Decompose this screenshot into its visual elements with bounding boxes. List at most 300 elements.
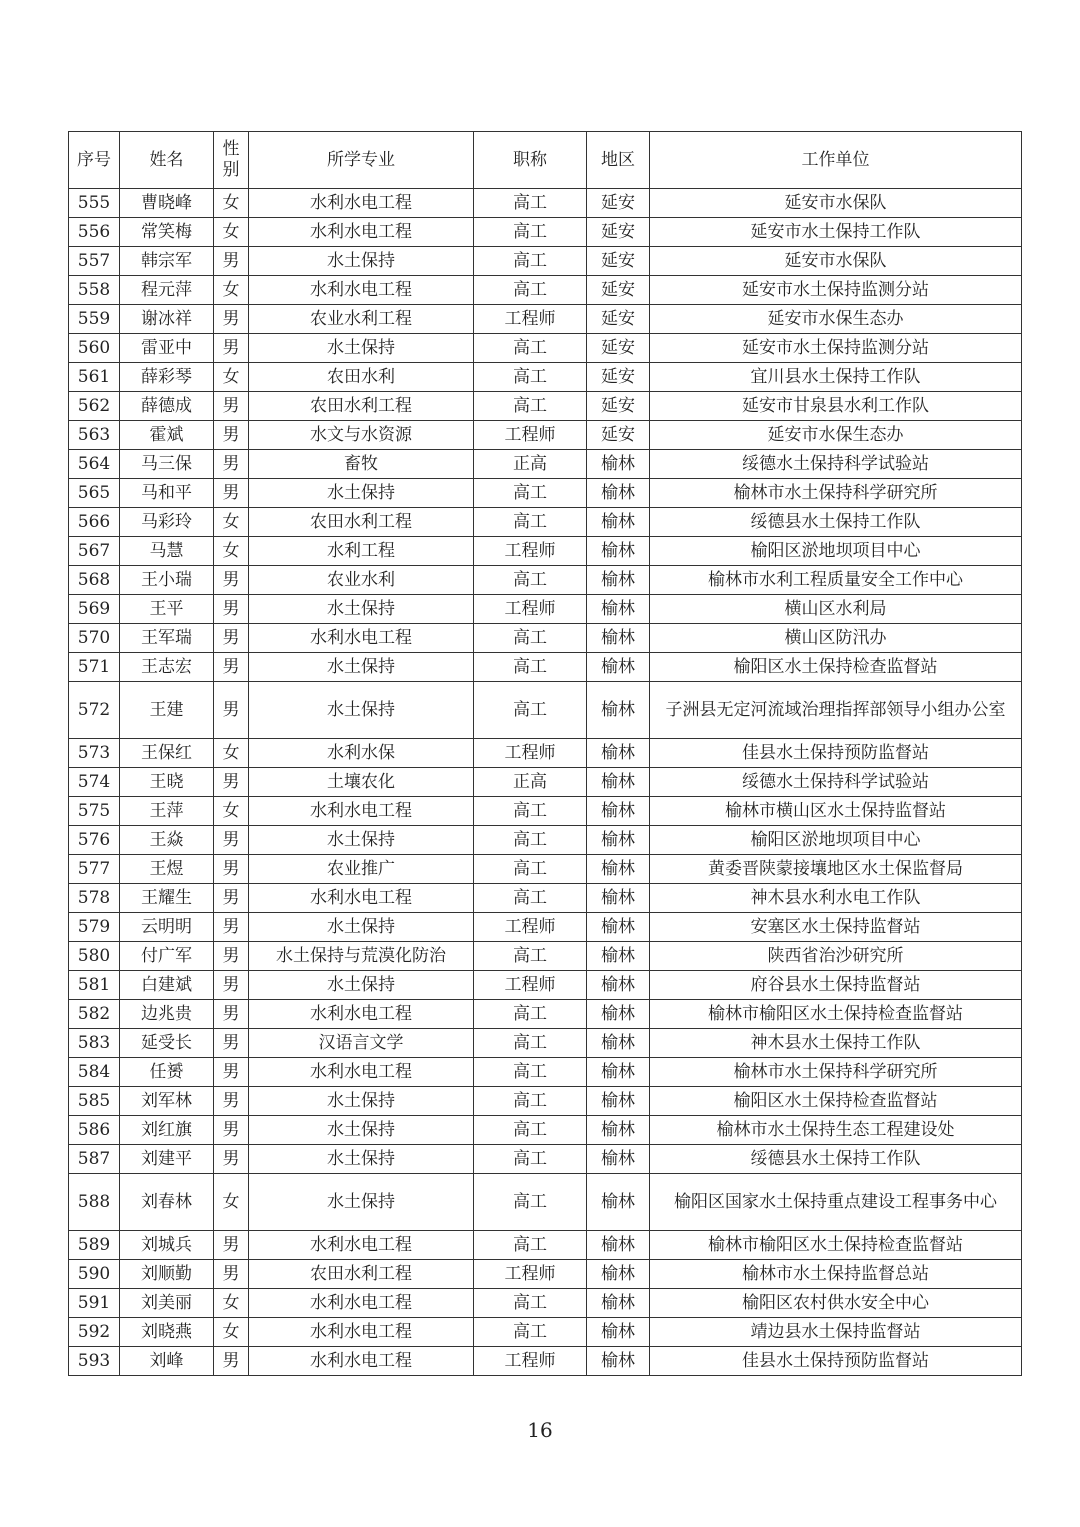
cell-gender: 男 xyxy=(214,334,249,363)
cell-name: 刘顺勤 xyxy=(120,1260,214,1289)
cell-name: 谢冰祥 xyxy=(120,305,214,334)
table-row xyxy=(69,739,1022,768)
cell-index: 570 xyxy=(69,624,120,653)
cell-region: 榆林 xyxy=(587,1318,650,1347)
cell-workplace: 延安市水保队 xyxy=(650,189,1022,218)
cell-major: 土壤农化 xyxy=(249,768,474,797)
cell-title: 高工 xyxy=(474,1000,587,1029)
cell-index: 574 xyxy=(69,768,120,797)
table-row xyxy=(69,624,1022,653)
cell-index: 575 xyxy=(69,797,120,826)
cell-workplace: 安塞区水土保持监督站 xyxy=(650,913,1022,942)
cell-gender: 男 xyxy=(214,855,249,884)
cell-gender: 女 xyxy=(214,508,249,537)
cell-index: 586 xyxy=(69,1116,120,1145)
page-number: 16 xyxy=(527,1418,553,1442)
cell-workplace: 神木县水土保持工作队 xyxy=(650,1029,1022,1058)
cell-title: 工程师 xyxy=(474,305,587,334)
cell-workplace: 延安市水土保持监测分站 xyxy=(650,276,1022,305)
cell-major: 水利水电工程 xyxy=(249,1000,474,1029)
cell-major: 水土保持 xyxy=(249,971,474,1000)
cell-workplace: 延安市水土保持监测分站 xyxy=(650,334,1022,363)
cell-region: 延安 xyxy=(587,363,650,392)
cell-major: 水利水电工程 xyxy=(249,1058,474,1087)
cell-index: 583 xyxy=(69,1029,120,1058)
cell-workplace: 榆林市榆阳区水土保持检查监督站 xyxy=(650,1231,1022,1260)
cell-major: 水土保持 xyxy=(249,826,474,855)
cell-region: 榆林 xyxy=(587,768,650,797)
cell-name: 边兆贵 xyxy=(120,1000,214,1029)
table-row xyxy=(69,942,1022,971)
cell-index: 584 xyxy=(69,1058,120,1087)
cell-title: 高工 xyxy=(474,479,587,508)
table-row xyxy=(69,797,1022,826)
cell-index: 589 xyxy=(69,1231,120,1260)
cell-title: 高工 xyxy=(474,653,587,682)
cell-index: 556 xyxy=(69,218,120,247)
cell-workplace: 陕西省治沙研究所 xyxy=(650,942,1022,971)
cell-gender: 男 xyxy=(214,624,249,653)
cell-name: 王建 xyxy=(120,682,214,739)
table-row xyxy=(69,218,1022,247)
cell-name: 王萍 xyxy=(120,797,214,826)
cell-gender: 男 xyxy=(214,768,249,797)
cell-index: 555 xyxy=(69,189,120,218)
cell-name: 曹晓峰 xyxy=(120,189,214,218)
cell-gender: 女 xyxy=(214,1289,249,1318)
cell-workplace: 佳县水土保持预防监督站 xyxy=(650,1347,1022,1376)
table-body xyxy=(69,189,1022,1376)
cell-name: 刘军林 xyxy=(120,1087,214,1116)
cell-gender: 男 xyxy=(214,942,249,971)
cell-title: 高工 xyxy=(474,334,587,363)
cell-title: 工程师 xyxy=(474,913,587,942)
cell-workplace: 绥德水土保持科学试验站 xyxy=(650,768,1022,797)
cell-workplace: 府谷县水土保持监督站 xyxy=(650,971,1022,1000)
cell-name: 刘红旗 xyxy=(120,1116,214,1145)
cell-gender: 男 xyxy=(214,1116,249,1145)
cell-gender: 男 xyxy=(214,884,249,913)
cell-name: 韩宗军 xyxy=(120,247,214,276)
cell-major: 水文与水资源 xyxy=(249,421,474,450)
table-row xyxy=(69,971,1022,1000)
cell-title: 工程师 xyxy=(474,421,587,450)
cell-workplace: 榆阳区水土保持检查监督站 xyxy=(650,653,1022,682)
cell-name: 程元萍 xyxy=(120,276,214,305)
header-gender: 性别 xyxy=(214,132,249,189)
cell-gender: 女 xyxy=(214,218,249,247)
cell-major: 农田水利工程 xyxy=(249,508,474,537)
cell-title: 高工 xyxy=(474,276,587,305)
header-major: 所学专业 xyxy=(249,132,474,189)
cell-region: 榆林 xyxy=(587,653,650,682)
cell-name: 马三保 xyxy=(120,450,214,479)
cell-workplace: 佳县水土保持预防监督站 xyxy=(650,739,1022,768)
cell-workplace: 神木县水利水电工作队 xyxy=(650,884,1022,913)
table-row xyxy=(69,334,1022,363)
cell-title: 高工 xyxy=(474,392,587,421)
cell-region: 延安 xyxy=(587,276,650,305)
cell-gender: 男 xyxy=(214,913,249,942)
cell-workplace: 榆林市水土保持生态工程建设处 xyxy=(650,1116,1022,1145)
table-row xyxy=(69,1087,1022,1116)
cell-index: 571 xyxy=(69,653,120,682)
cell-major: 农业推广 xyxy=(249,855,474,884)
cell-region: 延安 xyxy=(587,334,650,363)
cell-title: 高工 xyxy=(474,218,587,247)
cell-name: 马慧 xyxy=(120,537,214,566)
cell-title: 高工 xyxy=(474,1145,587,1174)
table-row xyxy=(69,537,1022,566)
cell-workplace: 子洲县无定河流域治理指挥部领导小组办公室 xyxy=(650,682,1022,739)
cell-index: 566 xyxy=(69,508,120,537)
cell-workplace: 延安市水保队 xyxy=(650,247,1022,276)
cell-region: 榆林 xyxy=(587,1260,650,1289)
cell-name: 常笑梅 xyxy=(120,218,214,247)
cell-index: 565 xyxy=(69,479,120,508)
cell-gender: 女 xyxy=(214,1174,249,1231)
cell-index: 585 xyxy=(69,1087,120,1116)
cell-title: 工程师 xyxy=(474,537,587,566)
table-row xyxy=(69,826,1022,855)
cell-index: 577 xyxy=(69,855,120,884)
cell-region: 延安 xyxy=(587,247,650,276)
cell-title: 高工 xyxy=(474,1116,587,1145)
cell-workplace: 靖边县水土保持监督站 xyxy=(650,1318,1022,1347)
cell-gender: 男 xyxy=(214,1145,249,1174)
cell-region: 榆林 xyxy=(587,537,650,566)
cell-major: 水利水电工程 xyxy=(249,1231,474,1260)
cell-gender: 男 xyxy=(214,450,249,479)
cell-major: 水利工程 xyxy=(249,537,474,566)
cell-title: 工程师 xyxy=(474,971,587,1000)
table-row xyxy=(69,1318,1022,1347)
cell-title: 正高 xyxy=(474,450,587,479)
cell-title: 工程师 xyxy=(474,739,587,768)
cell-major: 水利水保 xyxy=(249,739,474,768)
cell-gender: 女 xyxy=(214,276,249,305)
cell-title: 高工 xyxy=(474,508,587,537)
cell-name: 王煜 xyxy=(120,855,214,884)
table-row xyxy=(69,305,1022,334)
cell-gender: 女 xyxy=(214,739,249,768)
cell-name: 刘城兵 xyxy=(120,1231,214,1260)
cell-gender: 男 xyxy=(214,479,249,508)
cell-workplace: 榆林市水土保持科学研究所 xyxy=(650,479,1022,508)
table-row xyxy=(69,1029,1022,1058)
cell-gender: 男 xyxy=(214,1347,249,1376)
table-header-row xyxy=(69,132,1022,189)
cell-name: 刘晓燕 xyxy=(120,1318,214,1347)
cell-workplace: 榆阳区淤地坝项目中心 xyxy=(650,826,1022,855)
cell-index: 592 xyxy=(69,1318,120,1347)
cell-major: 水土保持 xyxy=(249,653,474,682)
cell-index: 557 xyxy=(69,247,120,276)
cell-region: 榆林 xyxy=(587,1116,650,1145)
cell-name: 薛彩琴 xyxy=(120,363,214,392)
cell-title: 高工 xyxy=(474,1318,587,1347)
cell-index: 569 xyxy=(69,595,120,624)
cell-region: 榆林 xyxy=(587,942,650,971)
cell-major: 汉语言文学 xyxy=(249,1029,474,1058)
cell-major: 水土保持 xyxy=(249,1116,474,1145)
roster-table xyxy=(68,131,1022,1376)
cell-title: 工程师 xyxy=(474,1347,587,1376)
cell-major: 农业水利 xyxy=(249,566,474,595)
table-row xyxy=(69,276,1022,305)
table-row xyxy=(69,884,1022,913)
table-row xyxy=(69,247,1022,276)
cell-gender: 女 xyxy=(214,797,249,826)
cell-gender: 男 xyxy=(214,392,249,421)
cell-major: 农业水利工程 xyxy=(249,305,474,334)
cell-region: 榆林 xyxy=(587,797,650,826)
cell-region: 榆林 xyxy=(587,913,650,942)
cell-major: 水土保持 xyxy=(249,247,474,276)
cell-region: 榆林 xyxy=(587,1029,650,1058)
cell-index: 561 xyxy=(69,363,120,392)
cell-major: 水利水电工程 xyxy=(249,797,474,826)
cell-workplace: 榆林市水土保持科学研究所 xyxy=(650,1058,1022,1087)
cell-index: 590 xyxy=(69,1260,120,1289)
cell-title: 工程师 xyxy=(474,595,587,624)
cell-region: 榆林 xyxy=(587,508,650,537)
cell-major: 水利水电工程 xyxy=(249,1289,474,1318)
cell-region: 延安 xyxy=(587,305,650,334)
cell-index: 563 xyxy=(69,421,120,450)
table-row xyxy=(69,1289,1022,1318)
cell-index: 573 xyxy=(69,739,120,768)
cell-index: 558 xyxy=(69,276,120,305)
header-title: 职称 xyxy=(474,132,587,189)
cell-gender: 男 xyxy=(214,1058,249,1087)
table-row xyxy=(69,1231,1022,1260)
cell-workplace: 绥德县水土保持工作队 xyxy=(650,508,1022,537)
cell-major: 水土保持 xyxy=(249,595,474,624)
cell-major: 水土保持 xyxy=(249,1145,474,1174)
cell-index: 578 xyxy=(69,884,120,913)
cell-index: 562 xyxy=(69,392,120,421)
cell-gender: 男 xyxy=(214,595,249,624)
cell-name: 任赟 xyxy=(120,1058,214,1087)
cell-workplace: 延安市水保生态办 xyxy=(650,421,1022,450)
cell-workplace: 榆阳区农村供水安全中心 xyxy=(650,1289,1022,1318)
cell-name: 刘峰 xyxy=(120,1347,214,1376)
roster-table-container xyxy=(68,131,1021,1376)
header-index: 序号 xyxy=(69,132,120,189)
cell-region: 延安 xyxy=(587,189,650,218)
cell-gender: 男 xyxy=(214,1260,249,1289)
table-row xyxy=(69,566,1022,595)
cell-gender: 女 xyxy=(214,189,249,218)
cell-major: 水利水电工程 xyxy=(249,218,474,247)
cell-title: 高工 xyxy=(474,1174,587,1231)
cell-major: 水利水电工程 xyxy=(249,1347,474,1376)
cell-major: 水利水电工程 xyxy=(249,624,474,653)
cell-index: 579 xyxy=(69,913,120,942)
table-row xyxy=(69,1145,1022,1174)
cell-title: 高工 xyxy=(474,189,587,218)
cell-title: 高工 xyxy=(474,826,587,855)
header-region: 地区 xyxy=(587,132,650,189)
cell-major: 水土保持 xyxy=(249,682,474,739)
cell-name: 王小瑞 xyxy=(120,566,214,595)
cell-region: 榆林 xyxy=(587,624,650,653)
cell-workplace: 黄委晋陕蒙接壤地区水土保监督局 xyxy=(650,855,1022,884)
cell-title: 高工 xyxy=(474,363,587,392)
header-workplace: 工作单位 xyxy=(650,132,1022,189)
cell-index: 581 xyxy=(69,971,120,1000)
cell-index: 564 xyxy=(69,450,120,479)
cell-title: 高工 xyxy=(474,855,587,884)
cell-workplace: 榆阳区国家水土保持重点建设工程事务中心 xyxy=(650,1174,1022,1231)
cell-index: 568 xyxy=(69,566,120,595)
cell-title: 高工 xyxy=(474,884,587,913)
cell-major: 农田水利工程 xyxy=(249,1260,474,1289)
cell-region: 榆林 xyxy=(587,1174,650,1231)
cell-region: 榆林 xyxy=(587,1087,650,1116)
cell-major: 水土保持 xyxy=(249,334,474,363)
cell-title: 高工 xyxy=(474,1058,587,1087)
cell-title: 高工 xyxy=(474,624,587,653)
cell-major: 水利水电工程 xyxy=(249,884,474,913)
cell-gender: 女 xyxy=(214,363,249,392)
table-row xyxy=(69,855,1022,884)
cell-region: 榆林 xyxy=(587,566,650,595)
cell-major: 水土保持与荒漠化防治 xyxy=(249,942,474,971)
cell-workplace: 榆阳区淤地坝项目中心 xyxy=(650,537,1022,566)
cell-name: 马彩玲 xyxy=(120,508,214,537)
cell-region: 榆林 xyxy=(587,971,650,1000)
cell-title: 高工 xyxy=(474,566,587,595)
cell-gender: 男 xyxy=(214,566,249,595)
cell-gender: 男 xyxy=(214,826,249,855)
cell-workplace: 延安市甘泉县水利工作队 xyxy=(650,392,1022,421)
cell-gender: 女 xyxy=(214,537,249,566)
cell-region: 榆林 xyxy=(587,1347,650,1376)
cell-workplace: 榆林市榆阳区水土保持检查监督站 xyxy=(650,1000,1022,1029)
cell-index: 588 xyxy=(69,1174,120,1231)
cell-workplace: 榆阳区水土保持检查监督站 xyxy=(650,1087,1022,1116)
cell-major: 水利水电工程 xyxy=(249,1318,474,1347)
cell-workplace: 榆林市水土保持监督总站 xyxy=(650,1260,1022,1289)
cell-gender: 男 xyxy=(214,421,249,450)
cell-gender: 男 xyxy=(214,653,249,682)
cell-major: 水土保持 xyxy=(249,1087,474,1116)
header-name: 姓名 xyxy=(120,132,214,189)
cell-name: 王耀生 xyxy=(120,884,214,913)
cell-title: 高工 xyxy=(474,1029,587,1058)
cell-major: 水土保持 xyxy=(249,913,474,942)
cell-major: 水利水电工程 xyxy=(249,276,474,305)
cell-name: 王保红 xyxy=(120,739,214,768)
cell-region: 榆林 xyxy=(587,595,650,624)
cell-name: 薛德成 xyxy=(120,392,214,421)
cell-major: 水土保持 xyxy=(249,1174,474,1231)
cell-name: 刘建平 xyxy=(120,1145,214,1174)
table-row xyxy=(69,913,1022,942)
cell-name: 霍斌 xyxy=(120,421,214,450)
cell-region: 榆林 xyxy=(587,1145,650,1174)
cell-title: 高工 xyxy=(474,1289,587,1318)
cell-gender: 女 xyxy=(214,1318,249,1347)
table-row xyxy=(69,479,1022,508)
cell-index: 572 xyxy=(69,682,120,739)
cell-major: 水土保持 xyxy=(249,479,474,508)
cell-index: 582 xyxy=(69,1000,120,1029)
cell-gender: 男 xyxy=(214,1000,249,1029)
cell-region: 榆林 xyxy=(587,450,650,479)
cell-region: 延安 xyxy=(587,421,650,450)
table-row xyxy=(69,1347,1022,1376)
cell-title: 工程师 xyxy=(474,1260,587,1289)
cell-region: 榆林 xyxy=(587,884,650,913)
cell-name: 王焱 xyxy=(120,826,214,855)
table-row xyxy=(69,653,1022,682)
cell-name: 延受长 xyxy=(120,1029,214,1058)
cell-region: 延安 xyxy=(587,392,650,421)
cell-region: 榆林 xyxy=(587,855,650,884)
cell-title: 高工 xyxy=(474,942,587,971)
cell-index: 587 xyxy=(69,1145,120,1174)
cell-name: 王军瑞 xyxy=(120,624,214,653)
cell-workplace: 横山区水利局 xyxy=(650,595,1022,624)
cell-name: 雷亚中 xyxy=(120,334,214,363)
cell-title: 高工 xyxy=(474,1231,587,1260)
table-row xyxy=(69,421,1022,450)
cell-workplace: 绥德县水土保持工作队 xyxy=(650,1145,1022,1174)
table-row xyxy=(69,1058,1022,1087)
cell-region: 榆林 xyxy=(587,739,650,768)
cell-title: 高工 xyxy=(474,247,587,276)
table-row xyxy=(69,1260,1022,1289)
cell-title: 正高 xyxy=(474,768,587,797)
cell-name: 马和平 xyxy=(120,479,214,508)
cell-index: 576 xyxy=(69,826,120,855)
cell-gender: 男 xyxy=(214,1029,249,1058)
cell-region: 榆林 xyxy=(587,1000,650,1029)
cell-major: 农田水利工程 xyxy=(249,392,474,421)
cell-name: 王志宏 xyxy=(120,653,214,682)
cell-gender: 男 xyxy=(214,1231,249,1260)
table-row xyxy=(69,363,1022,392)
cell-workplace: 延安市水土保持工作队 xyxy=(650,218,1022,247)
table-row xyxy=(69,189,1022,218)
cell-gender: 男 xyxy=(214,971,249,1000)
cell-workplace: 延安市水保生态办 xyxy=(650,305,1022,334)
cell-workplace: 榆林市横山区水土保持监督站 xyxy=(650,797,1022,826)
cell-major: 水利水电工程 xyxy=(249,189,474,218)
cell-index: 559 xyxy=(69,305,120,334)
cell-region: 榆林 xyxy=(587,479,650,508)
cell-index: 567 xyxy=(69,537,120,566)
cell-region: 榆林 xyxy=(587,826,650,855)
cell-workplace: 绥德水土保持科学试验站 xyxy=(650,450,1022,479)
table-row xyxy=(69,1116,1022,1145)
table-row xyxy=(69,450,1022,479)
cell-title: 高工 xyxy=(474,682,587,739)
cell-workplace: 宜川县水土保持工作队 xyxy=(650,363,1022,392)
cell-index: 593 xyxy=(69,1347,120,1376)
cell-region: 榆林 xyxy=(587,682,650,739)
cell-name: 白建斌 xyxy=(120,971,214,1000)
cell-title: 高工 xyxy=(474,797,587,826)
table-row xyxy=(69,1174,1022,1231)
cell-major: 畜牧 xyxy=(249,450,474,479)
cell-workplace: 横山区防汛办 xyxy=(650,624,1022,653)
cell-name: 云明明 xyxy=(120,913,214,942)
cell-major: 农田水利 xyxy=(249,363,474,392)
